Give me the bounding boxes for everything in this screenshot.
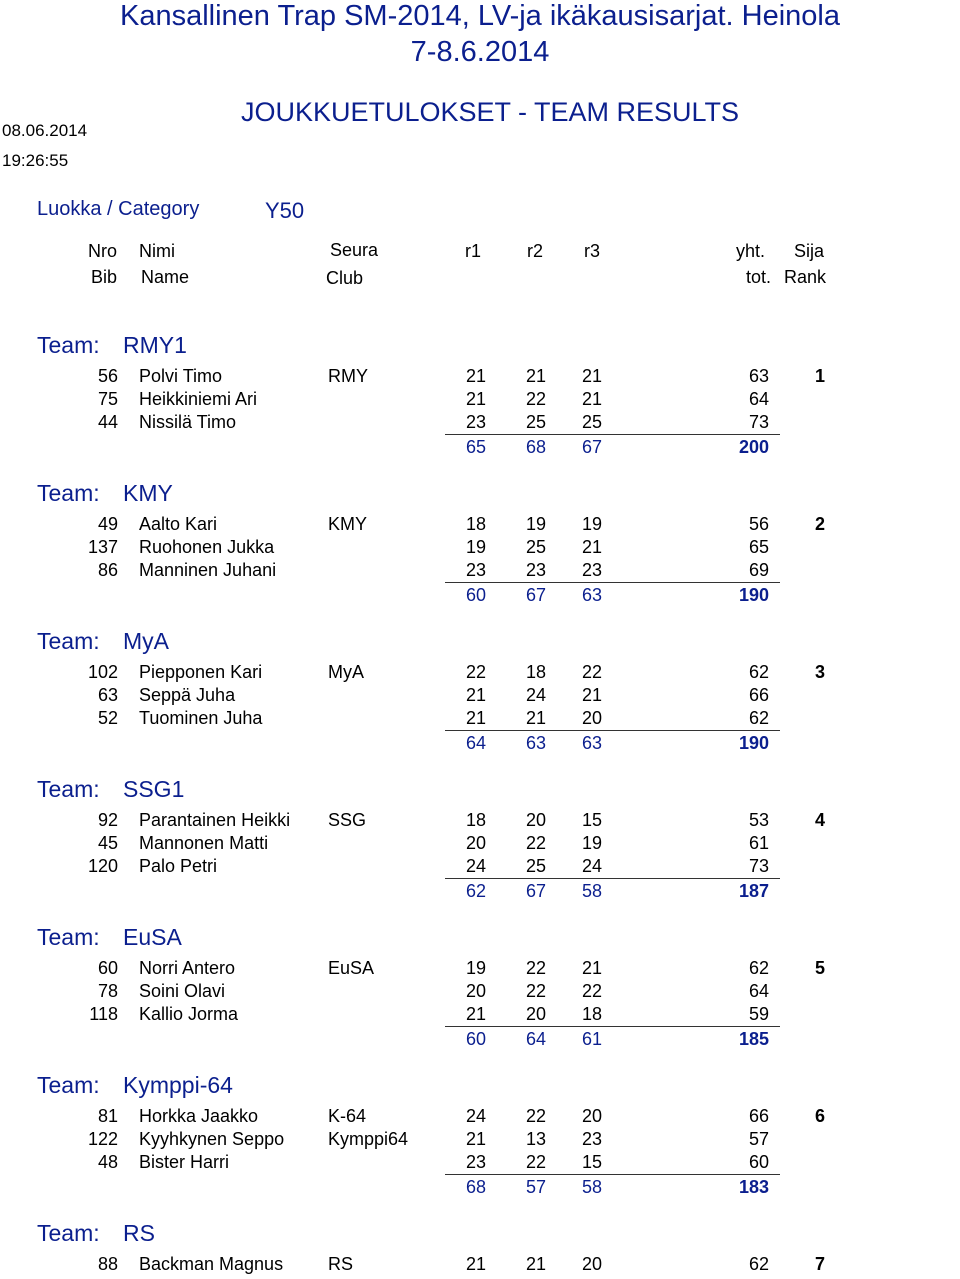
member-tot: 57 <box>748 1129 769 1149</box>
member-r3: 25 <box>581 412 602 432</box>
member-r1: 21 <box>465 1129 486 1149</box>
member-nro: 102 <box>87 662 118 682</box>
team-label: Team: <box>37 332 100 358</box>
member-r2: 21 <box>525 366 546 386</box>
member-nro: 137 <box>87 537 118 557</box>
member-r3: 21 <box>581 958 602 978</box>
col-r1: r1 <box>465 241 482 261</box>
col-club: Club <box>326 268 364 288</box>
col-nro: Nro <box>88 241 118 261</box>
team-sum-row <box>0 881 960 903</box>
member-r1: 21 <box>465 389 486 409</box>
member-tot: 69 <box>748 560 769 580</box>
member-nro: 49 <box>97 514 118 534</box>
member-name: Tuominen Juha <box>139 708 263 728</box>
member-row <box>0 1129 960 1151</box>
member-tot: 73 <box>748 856 769 876</box>
sum-r3: 63 <box>581 733 602 753</box>
member-row <box>0 810 960 832</box>
member-name: Norri Antero <box>139 958 236 978</box>
member-name: Palo Petri <box>139 856 218 876</box>
team-header <box>37 1072 233 1099</box>
team-label: Team: <box>37 924 100 950</box>
member-nro: 88 <box>97 1254 118 1274</box>
team-rank: 4 <box>815 810 826 830</box>
member-r1: 18 <box>465 810 486 830</box>
member-row <box>0 366 960 388</box>
member-r2: 21 <box>525 708 546 728</box>
member-row <box>0 412 960 434</box>
member-name: Kallio Jorma <box>139 1004 239 1024</box>
team-sum-row <box>0 437 960 459</box>
member-nro: 44 <box>97 412 118 432</box>
member-nro: 81 <box>97 1106 118 1126</box>
member-club: SSG <box>328 810 367 830</box>
member-tot: 65 <box>748 537 769 557</box>
team-header <box>37 628 169 655</box>
col-seura: Seura <box>330 240 379 260</box>
member-name: Parantainen Heikki <box>139 810 291 830</box>
team-sum-row <box>0 585 960 607</box>
team-label: Team: <box>37 1220 100 1246</box>
member-row <box>0 958 960 980</box>
team-rank: 2 <box>815 514 826 534</box>
sum-r1: 68 <box>465 1177 486 1197</box>
member-r1: 21 <box>465 708 486 728</box>
member-club: RS <box>328 1254 354 1274</box>
page-title: Kansallinen Trap SM-2014, LV-ja ikäkausisarjat. Heinola <box>119 0 840 32</box>
member-r3: 23 <box>581 1129 602 1149</box>
sum-r2: 57 <box>525 1177 546 1197</box>
team-header <box>37 776 184 803</box>
member-nro: 56 <box>97 366 118 386</box>
category-value: Y50 <box>265 198 305 223</box>
sum-r2: 64 <box>525 1029 546 1049</box>
member-name: Soini Olavi <box>139 981 226 1001</box>
col-rank: Rank <box>784 267 827 287</box>
member-row <box>0 856 960 878</box>
team-sum-row <box>0 1029 960 1051</box>
sum-tot: 183 <box>738 1177 769 1197</box>
member-r2: 13 <box>525 1129 546 1149</box>
member-tot: 61 <box>748 833 769 853</box>
member-tot: 66 <box>748 685 769 705</box>
team-header <box>37 1220 155 1247</box>
member-row <box>0 1004 960 1026</box>
member-row <box>0 1152 960 1174</box>
member-tot: 60 <box>748 1152 769 1172</box>
team-name: SSG1 <box>123 776 185 802</box>
sum-r3: 67 <box>581 437 602 457</box>
member-name: Polvi Timo <box>139 366 223 386</box>
member-tot: 62 <box>748 708 769 728</box>
member-r3: 22 <box>581 662 602 682</box>
team-rank: 5 <box>815 958 826 978</box>
member-tot: 64 <box>748 389 769 409</box>
member-nro: 86 <box>97 560 118 580</box>
sum-divider <box>445 1026 780 1027</box>
sum-r1: 65 <box>465 437 486 457</box>
team-name: RMY1 <box>123 332 187 358</box>
member-r1: 23 <box>465 412 486 432</box>
member-r1: 22 <box>465 662 486 682</box>
member-r2: 20 <box>525 1004 546 1024</box>
member-name: Horkka Jaakko <box>139 1106 259 1126</box>
member-nro: 75 <box>97 389 118 409</box>
member-name: Ruohonen Jukka <box>139 537 275 557</box>
member-row <box>0 1106 960 1128</box>
sum-tot: 187 <box>738 881 769 901</box>
sum-tot: 200 <box>738 437 769 457</box>
member-name: Heikkiniemi Ari <box>139 389 258 409</box>
sum-r3: 63 <box>581 585 602 605</box>
member-row <box>0 537 960 559</box>
member-club: EuSA <box>328 958 375 978</box>
sum-r1: 62 <box>465 881 486 901</box>
member-name: Manninen Juhani <box>139 560 277 580</box>
member-r1: 19 <box>465 958 486 978</box>
team-header <box>37 480 173 507</box>
member-r1: 21 <box>465 685 486 705</box>
member-nro: 52 <box>97 708 118 728</box>
member-r3: 19 <box>581 833 602 853</box>
col-yht: yht. <box>736 241 766 261</box>
member-r2: 18 <box>525 662 546 682</box>
member-r1: 19 <box>465 537 486 557</box>
col-sija: Sija <box>794 241 825 261</box>
team-rank: 7 <box>815 1254 826 1274</box>
member-club: KMY <box>328 514 368 534</box>
sum-tot: 185 <box>738 1029 769 1049</box>
member-r3: 23 <box>581 560 602 580</box>
member-name: Nissilä Timo <box>139 412 237 432</box>
member-r1: 18 <box>465 514 486 534</box>
team-sum-row <box>0 1177 960 1199</box>
member-tot: 66 <box>748 1106 769 1126</box>
sum-divider <box>445 1174 780 1175</box>
member-nro: 120 <box>87 856 118 876</box>
member-r1: 20 <box>465 981 486 1001</box>
member-row <box>0 708 960 730</box>
member-r3: 21 <box>581 366 602 386</box>
member-r3: 19 <box>581 514 602 534</box>
member-name: Mannonen Matti <box>139 833 269 853</box>
team-label: Team: <box>37 776 100 802</box>
member-club: Kymppi64 <box>328 1129 409 1149</box>
member-r3: 21 <box>581 685 602 705</box>
member-tot: 56 <box>748 514 769 534</box>
member-tot: 64 <box>748 981 769 1001</box>
event-dates: 7-8.6.2014 <box>410 36 550 68</box>
member-r2: 24 <box>525 685 546 705</box>
member-tot: 62 <box>748 1254 769 1274</box>
member-nro: 63 <box>97 685 118 705</box>
col-bib: Bib <box>91 267 118 287</box>
member-row <box>0 981 960 1003</box>
team-rank: 3 <box>815 662 826 682</box>
team-rank: 1 <box>815 366 826 386</box>
member-row <box>0 389 960 411</box>
member-tot: 53 <box>748 810 769 830</box>
member-r2: 22 <box>525 958 546 978</box>
member-r1: 24 <box>465 1106 486 1126</box>
member-r2: 19 <box>525 514 546 534</box>
member-row <box>0 514 960 536</box>
member-r2: 25 <box>525 537 546 557</box>
member-r3: 24 <box>581 856 602 876</box>
member-r3: 21 <box>581 537 602 557</box>
member-tot: 62 <box>748 662 769 682</box>
member-r3: 20 <box>581 1106 602 1126</box>
member-name: Kyyhkynen Seppo <box>139 1129 285 1149</box>
member-club: MyA <box>328 662 364 682</box>
team-name: KMY <box>123 480 173 506</box>
member-r2: 25 <box>525 856 546 876</box>
member-r3: 20 <box>581 1254 602 1274</box>
sum-r1: 60 <box>465 1029 486 1049</box>
member-r2: 21 <box>525 1254 546 1274</box>
member-club: RMY <box>328 366 368 386</box>
member-tot: 59 <box>748 1004 769 1024</box>
team-label: Team: <box>37 628 100 654</box>
sum-divider <box>445 582 780 583</box>
member-nro: 122 <box>87 1129 118 1149</box>
member-r3: 15 <box>581 1152 602 1172</box>
member-r1: 21 <box>465 1254 486 1274</box>
member-r2: 22 <box>525 389 546 409</box>
member-r1: 23 <box>465 1152 486 1172</box>
member-r3: 20 <box>581 708 602 728</box>
member-r3: 18 <box>581 1004 602 1024</box>
team-header <box>37 332 187 359</box>
sum-tot: 190 <box>738 733 769 753</box>
col-r2: r2 <box>527 241 544 261</box>
category-label: Luokka / Category <box>37 198 200 220</box>
print-date: 08.06.2014 <box>2 121 88 140</box>
member-row <box>0 833 960 855</box>
member-row <box>0 1254 960 1276</box>
member-nro: 45 <box>97 833 118 853</box>
member-r2: 23 <box>525 560 546 580</box>
sum-r2: 67 <box>525 881 546 901</box>
member-nro: 60 <box>97 958 118 978</box>
member-r1: 20 <box>465 833 486 853</box>
member-nro: 92 <box>97 810 118 830</box>
team-name: RS <box>123 1220 155 1246</box>
member-name: Backman Magnus <box>139 1254 284 1274</box>
member-name: Seppä Juha <box>139 685 236 705</box>
team-header <box>37 924 182 951</box>
sum-r2: 63 <box>525 733 546 753</box>
team-name: Kymppi-64 <box>123 1072 233 1098</box>
sum-divider <box>445 730 780 731</box>
member-row <box>0 662 960 684</box>
page-subtitle: JOUKKUETULOKSET - TEAM RESULTS <box>240 97 740 127</box>
member-name: Aalto Kari <box>139 514 218 534</box>
sum-r3: 58 <box>581 881 602 901</box>
sum-divider <box>445 878 780 879</box>
member-r2: 22 <box>525 981 546 1001</box>
team-label: Team: <box>37 1072 100 1098</box>
sum-r2: 67 <box>525 585 546 605</box>
member-r2: 22 <box>525 833 546 853</box>
member-club: K-64 <box>328 1106 367 1126</box>
print-time: 19:26:55 <box>2 151 69 170</box>
member-nro: 118 <box>89 1004 118 1024</box>
col-name: Name <box>141 267 190 287</box>
team-rank: 6 <box>815 1106 826 1126</box>
sum-r1: 60 <box>465 585 486 605</box>
member-row <box>0 685 960 707</box>
member-nro: 78 <box>97 981 118 1001</box>
member-nro: 48 <box>97 1152 118 1172</box>
team-sum-row <box>0 733 960 755</box>
team-name: MyA <box>123 628 169 654</box>
member-tot: 73 <box>748 412 769 432</box>
member-r1: 24 <box>465 856 486 876</box>
sum-tot: 190 <box>738 585 769 605</box>
member-r2: 22 <box>525 1152 546 1172</box>
sum-r3: 61 <box>581 1029 602 1049</box>
member-r2: 25 <box>525 412 546 432</box>
member-tot: 62 <box>748 958 769 978</box>
sum-r2: 68 <box>525 437 546 457</box>
col-tot: tot. <box>746 267 772 287</box>
member-r3: 15 <box>581 810 602 830</box>
sum-r1: 64 <box>465 733 486 753</box>
member-r2: 22 <box>525 1106 546 1126</box>
member-r3: 21 <box>581 389 602 409</box>
member-r1: 21 <box>465 366 486 386</box>
team-name: EuSA <box>123 924 182 950</box>
member-name: Piepponen Kari <box>139 662 263 682</box>
col-r3: r3 <box>584 241 601 261</box>
member-row <box>0 560 960 582</box>
sum-divider <box>445 434 780 435</box>
member-name: Bister Harri <box>139 1152 230 1172</box>
member-r2: 20 <box>525 810 546 830</box>
col-nimi: Nimi <box>139 241 175 261</box>
member-tot: 63 <box>748 366 769 386</box>
member-r1: 21 <box>465 1004 486 1024</box>
team-label: Team: <box>37 480 100 506</box>
member-r1: 23 <box>465 560 486 580</box>
member-r3: 22 <box>581 981 602 1001</box>
sum-r3: 58 <box>581 1177 602 1197</box>
